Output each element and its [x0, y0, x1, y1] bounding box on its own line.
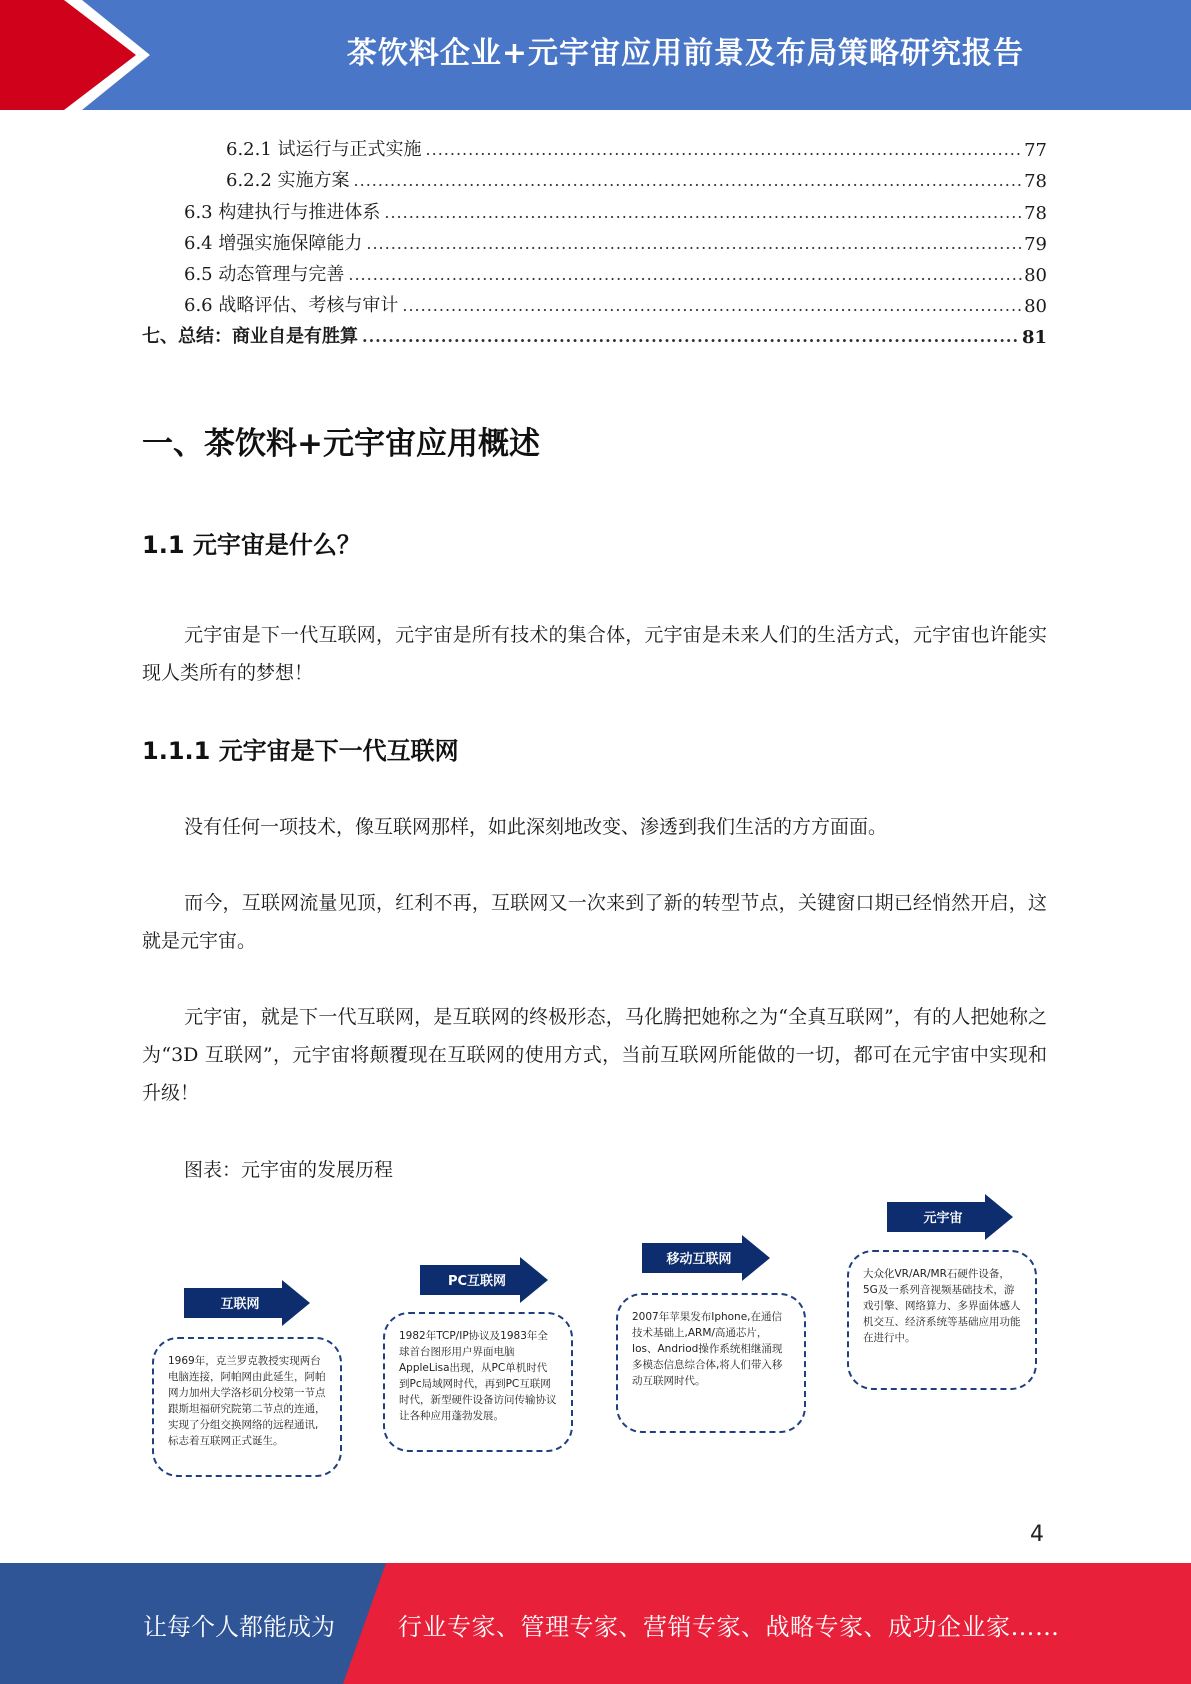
subsection-heading: 1.1 元宇宙是什么？ — [142, 531, 361, 559]
report-title: 茶饮料企业+元宇宙应用前景及布局策略研究报告 — [346, 36, 1025, 71]
toc-leader — [348, 264, 1022, 286]
toc-leader — [402, 295, 1022, 317]
figure-caption: 图表：元宇宙的发展历程 — [184, 1159, 394, 1181]
toc-entry-page: 78 — [1024, 202, 1047, 224]
page-header — [0, 0, 1191, 110]
toc-entry-label: 七、总结：商业自是有胜算 — [142, 326, 358, 348]
paragraph — [142, 616, 1047, 692]
timeline-stage-label: PC互联网 — [447, 1274, 507, 1289]
paragraph-text: 而今，互联网流量见顶，红利不再，互联网又一次来到了新的转型节点，关键窗口期已经悄然开启，这就是元宇宙。 — [142, 892, 1047, 952]
toc-entry-label: 6.6 战略评估、考核与审计 — [184, 295, 399, 317]
timeline-stage-label: 互联网 — [220, 1297, 260, 1312]
timeline-box — [152, 1337, 342, 1477]
timeline-stage-text: 2007年苹果发布Iphone,在通信技术基础上,ARM/高通芯片，Ios、Andriod操作系统相继涌现多模态信息综合体,将人们带入移动互联网时代。 — [632, 1311, 783, 1387]
toc-entry-label: 6.2.1 试运行与正式实施 — [226, 139, 422, 161]
timeline-stage-label: 移动互联网 — [666, 1252, 732, 1267]
timeline-stage-label: 元宇宙 — [923, 1211, 963, 1226]
footer-slogan: 让每个人都能成为 — [143, 1613, 335, 1641]
toc-entry-page: 79 — [1024, 233, 1047, 255]
timeline-arrow — [420, 1257, 550, 1303]
table-of-contents — [142, 130, 1047, 348]
toc-entry[interactable] — [142, 192, 1047, 223]
toc-entry-page: 77 — [1024, 140, 1047, 162]
timeline-stage-text: 大众化VR/AR/MR石硬件设备，5G及一系列音视频基础技术，游戏引擎、网络算力、多界面体感人机交互、经济系统等基础应用功能在进行中。 — [863, 1268, 1021, 1344]
toc-leader — [366, 233, 1022, 255]
section-heading: 一、茶饮料+元宇宙应用概述 — [142, 426, 540, 462]
subsubsection-heading: 1.1.1 元宇宙是下一代互联网 — [142, 737, 459, 765]
timeline-box — [383, 1312, 573, 1452]
toc-entry[interactable] — [142, 317, 1047, 348]
page-number: 4 — [1030, 1522, 1044, 1547]
timeline-box — [847, 1250, 1037, 1390]
paragraph-text: 元宇宙是下一代互联网，元宇宙是所有技术的集合体，元宇宙是未来人们的生活方式，元宇宙也许能实现人类所有的梦想！ — [142, 624, 1047, 684]
toc-entry[interactable] — [142, 255, 1047, 286]
paragraph — [142, 808, 1047, 846]
toc-leader — [384, 202, 1022, 224]
footer-roles: 行业专家、管理专家、营销专家、战略专家、成功企业家…… — [398, 1613, 1060, 1641]
paragraph — [142, 884, 1047, 960]
toc-entry-label: 6.4 增强实施保障能力 — [184, 232, 363, 254]
toc-leader — [354, 170, 1023, 192]
toc-entry-label: 6.2.2 实施方案 — [226, 170, 350, 192]
timeline-box — [616, 1293, 806, 1433]
paragraph-text: 没有任何一项技术，像互联网那样，如此深刻地改变、渗透到我们生活的方方面面。 — [184, 816, 888, 838]
toc-leader — [362, 326, 1020, 348]
page-footer — [0, 1563, 1191, 1684]
toc-entry[interactable] — [142, 161, 1047, 192]
toc-entry-label: 6.3 构建执行与推进体系 — [184, 201, 381, 223]
toc-entry-page: 80 — [1024, 264, 1047, 286]
toc-entry-page: 80 — [1024, 296, 1047, 318]
toc-leader — [426, 139, 1023, 161]
timeline-figure — [142, 1190, 1047, 1490]
paragraph — [142, 998, 1047, 1112]
toc-entry[interactable] — [142, 130, 1047, 161]
timeline-arrow — [184, 1280, 312, 1326]
timeline-stage-text: 1969年，克兰罗克教授实现两台电脑连接，阿帕网由此延生，阿帕网力加州大学洛杉矶分校第一节点跟斯坦福研究院第二节点的连通，实现了分组交换网络的远程通讯,标志着互联网正式诞生。 — [168, 1355, 326, 1447]
toc-entry-page: 78 — [1024, 171, 1047, 193]
paragraph-text: 元宇宙，就是下一代互联网，是互联网的终极形态，马化腾把她称之为“全真互联网”，有的人把她称之为“3D 互联网”，元宇宙将颠覆现在互联网的使用方式，当前互联网所能做的一切，都可在元宇宙中实现和升级！ — [142, 1006, 1047, 1104]
toc-entry-label: 6.5 动态管理与完善 — [184, 263, 345, 285]
timeline-arrow — [887, 1194, 1015, 1240]
toc-entry[interactable] — [142, 286, 1047, 317]
toc-entry[interactable] — [142, 224, 1047, 255]
toc-entry-page: 81 — [1021, 327, 1047, 349]
timeline-arrow — [642, 1235, 772, 1281]
timeline-stage-text: 1982年TCP/IP协议及1983年全球首台图形用户界面电脑AppleLisa出现，从PC单机时代到Pc局域网时代，再到PC互联网时代，新型硬件设备访问传输协议让各种应用蓬勃发展。 — [399, 1330, 557, 1422]
